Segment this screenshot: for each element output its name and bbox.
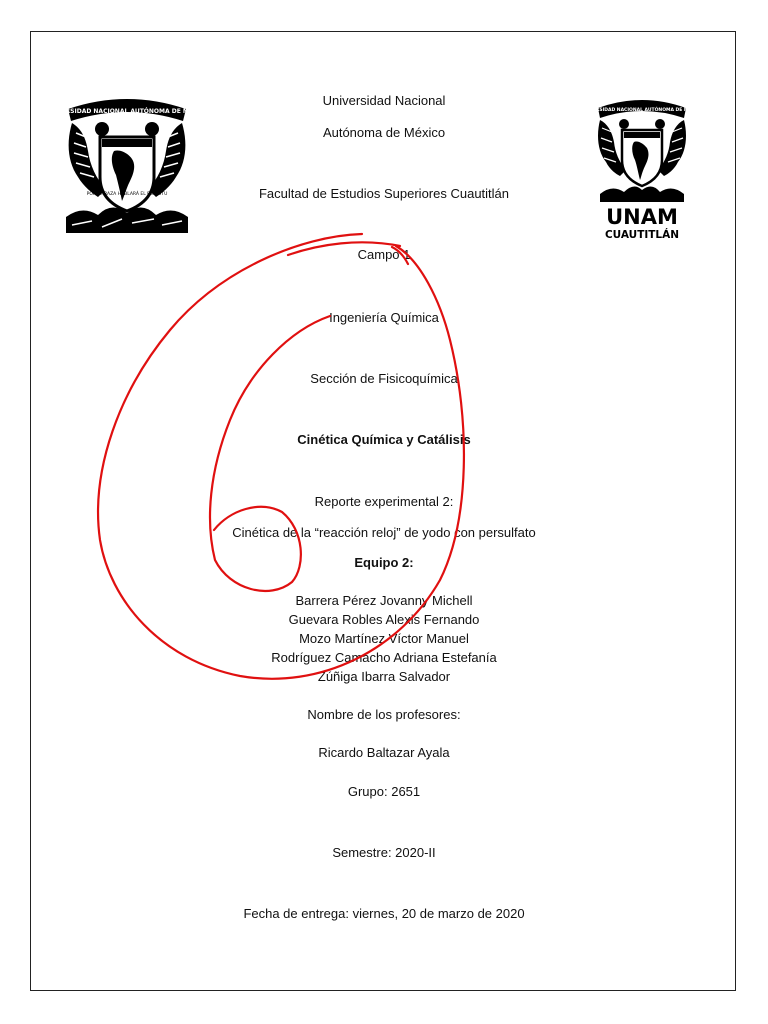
section-name: Sección de Fisicoquímica <box>310 371 458 386</box>
seal-text-right: UNIVERSIDAD NACIONAL AUTÓNOMA DE MÉXICO <box>580 108 704 113</box>
cuautitlan-wordmark: CUAUTITLÁN <box>604 229 680 241</box>
group-number: Grupo: 2651 <box>347 784 421 799</box>
university-line-2: Autónoma de México <box>322 125 446 140</box>
report-title: Reporte experimental 2: <box>314 494 454 509</box>
professors-label: Nombre de los profesores: <box>307 707 461 722</box>
report-subtitle: Cinética de la “reacción reloj” de yodo con persulfato <box>232 525 536 540</box>
semester: Semestre: 2020-II <box>332 845 436 860</box>
team-member: Guevara Robles Alexis Fernando <box>288 612 480 627</box>
unam-cuautitlan-logo-icon <box>580 96 704 241</box>
faculty-name: Facultad de Estudios Superiores Cuautitlán <box>258 186 510 201</box>
professor-name: Ricardo Baltazar Ayala <box>318 745 450 760</box>
course-title: Cinética Química y Catálisis <box>297 432 471 447</box>
team-member: Rodríguez Camacho Adriana Estefanía <box>271 650 497 665</box>
team-member: Barrera Pérez Jovanny Michell <box>295 593 473 608</box>
unam-coat-of-arms-icon <box>44 93 210 239</box>
delivery-date: Fecha de entrega: viernes, 20 de marzo de 2020 <box>243 906 525 921</box>
unam-wordmark: UNAM <box>606 205 678 229</box>
motto-text: POR MI RAZA HABLARÁ EL ESPÍRITU <box>86 192 168 197</box>
team-label: Equipo 2: <box>354 555 414 570</box>
career-name: Ingeniería Química <box>329 310 439 325</box>
unam-coat-of-arms-drawing <box>44 93 210 239</box>
team-member: Zúñiga Ibarra Salvador <box>317 669 451 684</box>
team-member: Mozo Martínez Víctor Manuel <box>299 631 469 646</box>
campus-name: Campo 1 <box>357 247 411 262</box>
unam-cuautitlan-drawing <box>580 96 704 241</box>
university-line-1: Universidad Nacional <box>322 93 446 108</box>
seal-text: UNIVERSIDAD NACIONAL AUTÓNOMA DE MÉXICO <box>44 108 210 115</box>
